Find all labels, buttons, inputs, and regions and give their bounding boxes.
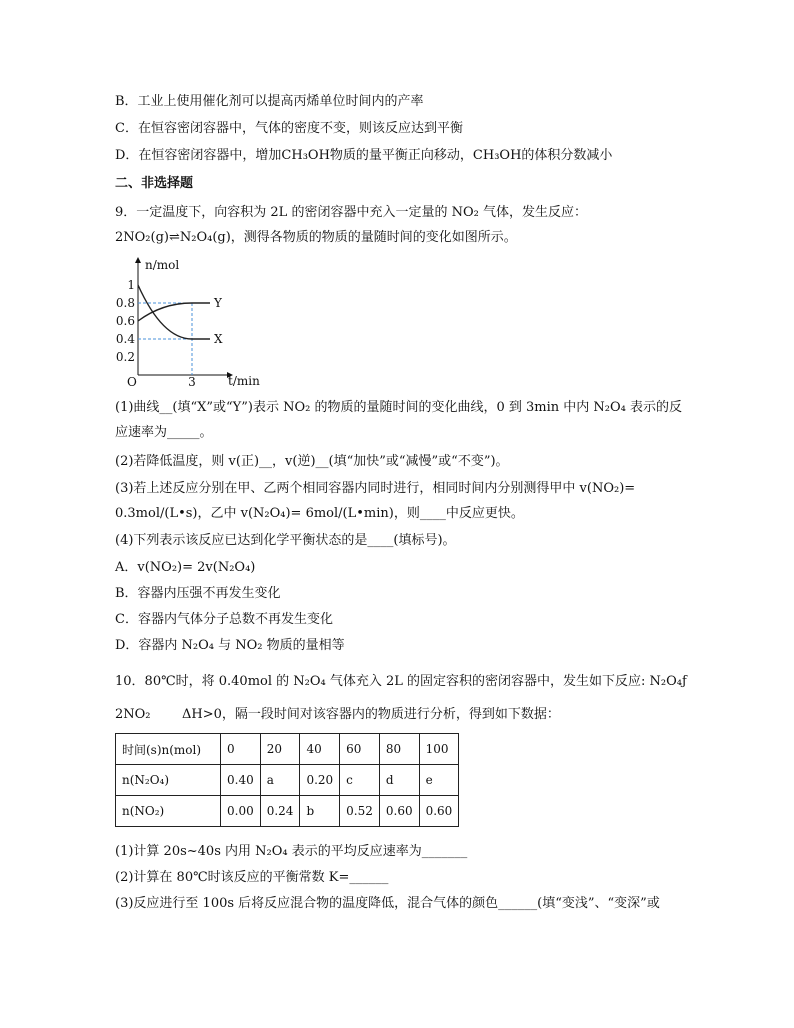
series-label-y: Y	[214, 296, 222, 310]
table-cell: 100	[419, 734, 459, 765]
table-cell: a	[260, 765, 300, 796]
q10-part1: (1)计算 20s~40s 内用 N₂O₄ 表示的平均反应速率为_______	[115, 844, 468, 859]
q9-option-c: C．容器内气体分子总数不再发生变化	[115, 612, 333, 627]
origin-label: O	[127, 375, 137, 389]
table-cell: 0.60	[379, 796, 419, 827]
table-row	[116, 734, 459, 765]
curves	[138, 285, 223, 346]
q9-part3-line1: (3)若上述反应分别在甲、乙两个相同容器内同时进行，相同时间内分别测得甲中 v(NO₂)=	[115, 481, 636, 496]
q9-stem-line1: 9．一定温度下，向容积为 2L 的密闭容器中充入一定量的 NO₂ 气体，发生反应：	[115, 205, 587, 220]
table-cell: n(N₂O₄)	[116, 765, 221, 796]
table-row	[116, 796, 459, 827]
y-axis-label: n/mol	[145, 258, 180, 272]
q10-part3: (3)反应进行至 100s 后将反应混合物的温度降低，混合气体的颜色______(填“变浅”、“变深”或	[115, 896, 660, 911]
q10-data-table	[115, 733, 459, 827]
dashed-guides	[138, 303, 192, 375]
x-ticks	[188, 375, 196, 389]
table-row	[116, 765, 459, 796]
q9-option-b: B．容器内压强不再发生变化	[115, 586, 281, 601]
table-cell: 40	[300, 734, 340, 765]
q9-part1-line1: (1)曲线__(填“X”或“Y”)表示 NO₂ 的物质的量随时间的变化曲线，0 到 3min 中内 N₂O₄ 表示的反	[115, 400, 683, 415]
table-cell: c	[340, 765, 380, 796]
series-label-x: X	[214, 332, 223, 346]
table-cell: 0.60	[419, 796, 459, 827]
y-tick-label: 1	[127, 278, 135, 292]
x-axis-label: t/min	[228, 374, 260, 388]
q10-part2: (2)计算在 80℃时该反应的平衡常数 K=______	[115, 870, 389, 885]
q8-option-d: D．在恒容密闭容器中，增加CH₃OH物质的量平衡正向移动，CH₃OH的体积分数减小	[115, 148, 613, 163]
q9-part1-line2: 应速率为_____。	[115, 425, 213, 440]
q9-option-a: A．v(NO₂)= 2v(N₂O₄)	[115, 560, 256, 575]
q9-stem-line2: 2NO₂(g)⇌N₂O₄(g)，测得各物质的物质的量随时间的变化如图所示。	[115, 230, 517, 245]
table-cell: 20	[260, 734, 300, 765]
table-cell: 60	[340, 734, 380, 765]
table-cell: 0.52	[340, 796, 380, 827]
table-cell: 时间(s)n(mol)	[116, 734, 221, 765]
y-tick-label: 0.4	[115, 332, 135, 346]
q8-option-c: C．在恒容密闭容器中，气体的密度不变，则该反应达到平衡	[115, 121, 463, 136]
table-cell: 0.24	[260, 796, 300, 827]
x-tick-label: 3	[188, 375, 196, 389]
table-cell: 80	[379, 734, 419, 765]
table-cell: 0.40	[221, 765, 261, 796]
q9-part4: (4)下列表示该反应已达到化学平衡状态的是____(填标号)。	[115, 533, 456, 548]
q9-part3-line2: 0.3mol/(L•s)，乙中 v(N₂O₄)= 6mol/(L•min)，则____中反应更快。	[115, 506, 524, 521]
series-curve-x	[138, 285, 210, 339]
table-cell: 0.00	[221, 796, 261, 827]
y-ticks	[116, 278, 135, 364]
q10-stem-line2: ΔH>0，隔一段时间对该容器内的物质进行分析，得到如下数据：	[182, 707, 560, 722]
q9-part2: (2)若降低温度，则 v(正)__，v(逆)__(填“加快”或“减慢”或“不变”)。	[115, 454, 509, 469]
section-heading: 二、非选择题	[115, 176, 194, 191]
q9-option-d: D．容器内 N₂O₄ 与 NO₂ 物质的量相等	[115, 638, 345, 653]
q10-stem-line1: 10．80℃时，将 0.40mol 的 N₂O₄ 气体充入 2L 的固定容积的密闭容器中，发生如下反应: N₂O₄ƒ	[115, 674, 687, 689]
table-cell: 0.20	[300, 765, 340, 796]
table-cell: 0	[221, 734, 261, 765]
table-cell: n(NO₂)	[116, 796, 221, 827]
y-tick-label: 0.6	[115, 314, 135, 328]
q9-chart	[115, 255, 275, 390]
table-cell: d	[379, 765, 419, 796]
table-cell: b	[300, 796, 340, 827]
y-tick-label: 0.2	[115, 350, 135, 364]
q10-equation: 2NO₂	[115, 707, 151, 722]
table-cell: e	[419, 765, 459, 796]
y-tick-label: 0.8	[115, 296, 135, 310]
q8-option-b: B．工业上使用催化剂可以提高丙烯单位时间内的产率	[115, 94, 424, 109]
